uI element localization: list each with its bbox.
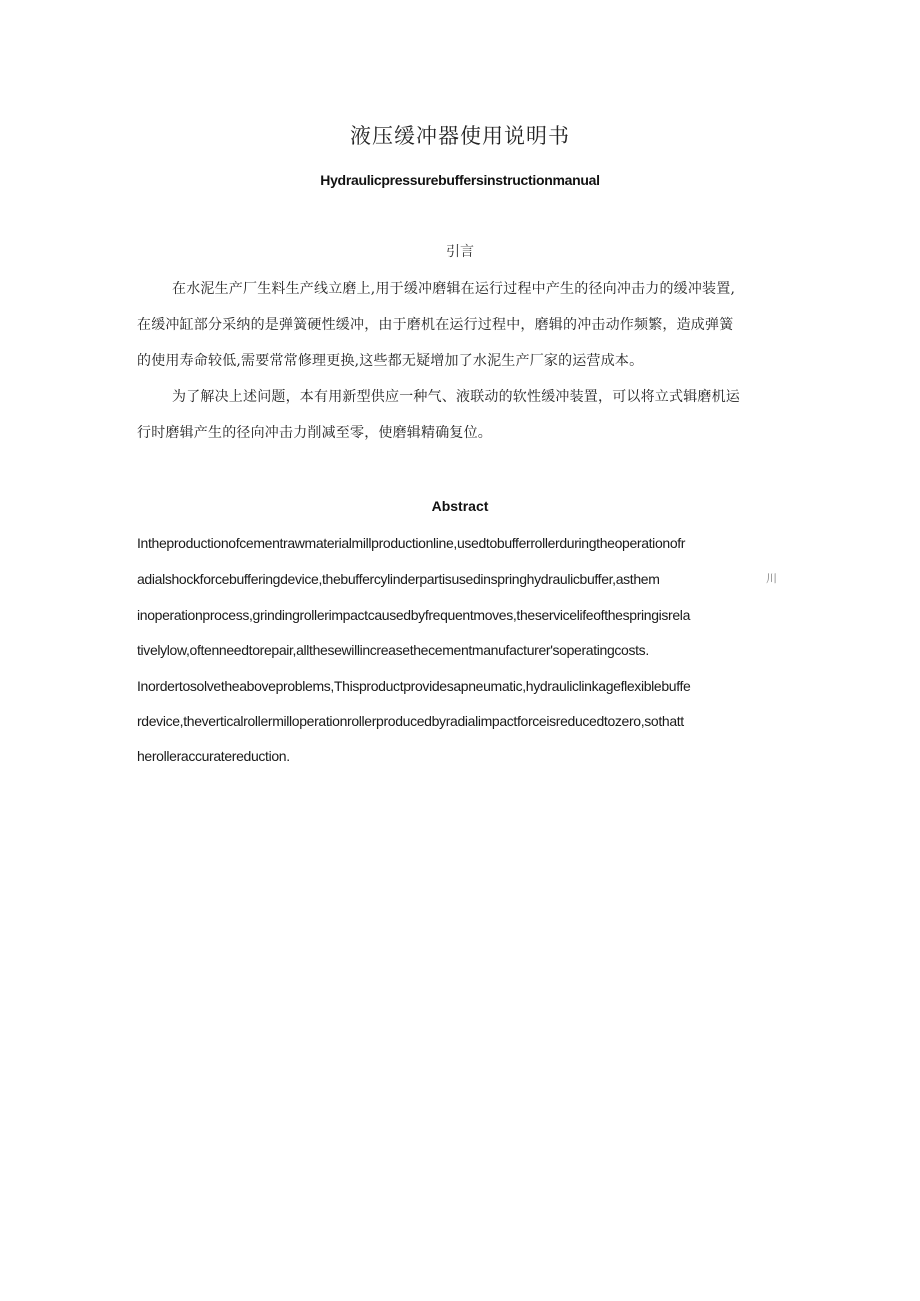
intro-paragraph-1-line-3: 的使用寿命较低,需要常常修理更换,这些都无疑增加了水泥生产厂家的运营成本。 — [137, 353, 644, 369]
abstract-line-3: inoperationprocess,grindingrollerimpactcausedbyfrequentmoves,theservicelifeofthespringisrela — [137, 607, 691, 623]
intro-paragraph-2-line-1: 为了解决上述问题，本有用新型供应一种气、液联动的软性缓冲装置，可以将立式辑磨机运 — [172, 389, 740, 405]
document-title-chinese: 液压缓冲器使用说明书 — [350, 124, 570, 148]
stray-mark: 川 — [766, 572, 777, 585]
intro-paragraph-1-line-1: 在水泥生产厂生料生产线立磨上,用于缓冲磨辑在运行过程中产生的径向冲击力的缓冲装置, — [172, 281, 736, 297]
abstract-heading: Abstract — [431, 498, 489, 514]
abstract-line-4: tivelylow,oftenneedtorepair,allthesewillincreasethecementmanufacturer'soperatingcosts. — [137, 642, 649, 658]
intro-paragraph-1-line-2: 在缓冲缸部分采纳的是弹簧硬性缓冲，由于磨机在运行过程中，磨辑的冲击动作频繁，造成弹簧 — [137, 317, 734, 333]
abstract-line-5: Inordertosolvetheaboveproblems,Thisproductprovidesapneumatic,hydrauliclinkageflexiblebuffe — [137, 678, 691, 694]
document-title-english: Hydraulicpressurebuffersinstructionmanual — [320, 172, 600, 188]
abstract-line-7: herolleraccuratereduction. — [137, 748, 290, 764]
abstract-line-1: Intheproductionofcementrawmaterialmillproductionline,usedtobufferrollerduringtheoperationofr — [137, 535, 686, 551]
intro-heading: 引言 — [446, 244, 474, 260]
abstract-line-6: rdevice,theverticalrollermilloperationrollerproducedbyradialimpactforceisreducedtozero,sothatt — [137, 713, 684, 729]
intro-paragraph-2-line-2: 行时磨辑产生的径向冲击力削减至零，使磨辑精确复位。 — [137, 425, 492, 441]
abstract-line-2: adialshockforcebufferingdevice,thebuffercylinderpartisusedinspringhydraulicbuffer,asthem — [137, 571, 660, 587]
